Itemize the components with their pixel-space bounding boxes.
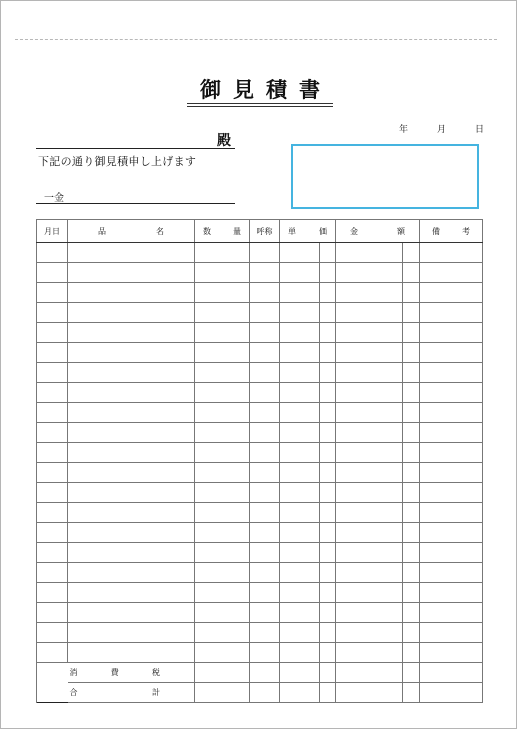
amount-cell[interactable] (336, 583, 403, 603)
remarks-cell[interactable] (420, 483, 483, 503)
total-amount-cell[interactable] (336, 683, 403, 703)
amount-cell[interactable] (336, 523, 403, 543)
amount-cell[interactable] (336, 263, 403, 283)
total-qty-cell[interactable] (195, 683, 250, 703)
amount-fraction-cell[interactable] (403, 403, 420, 423)
price-cell[interactable] (280, 563, 320, 583)
table-row (37, 263, 483, 283)
date-month-label: 月 (437, 125, 447, 135)
amount-cell[interactable] (336, 283, 403, 303)
price-fraction-cell[interactable] (320, 523, 336, 543)
price-fraction-cell[interactable] (320, 643, 336, 663)
amount-cell[interactable] (336, 443, 403, 463)
table-row (37, 423, 483, 443)
date-cell[interactable] (37, 423, 68, 443)
date-cell[interactable] (37, 243, 68, 263)
table-row (37, 403, 483, 423)
qty-cell[interactable] (195, 423, 250, 443)
remarks-cell[interactable] (420, 383, 483, 403)
amount-cell[interactable] (336, 483, 403, 503)
table-row (37, 543, 483, 563)
remarks-cell[interactable] (420, 643, 483, 663)
item-cell[interactable] (68, 443, 195, 463)
item-cell[interactable] (68, 363, 195, 383)
item-cell[interactable] (68, 523, 195, 543)
total-remarks-cell[interactable] (420, 683, 483, 703)
amount-cell[interactable] (336, 343, 403, 363)
table-row (37, 363, 483, 383)
item-cell[interactable] (68, 483, 195, 503)
amount-fraction-cell[interactable] (403, 383, 420, 403)
amount-cell[interactable] (336, 603, 403, 623)
qty-cell[interactable] (195, 283, 250, 303)
amount-cell[interactable] (336, 323, 403, 343)
item-cell[interactable] (68, 323, 195, 343)
price-cell[interactable] (280, 323, 320, 343)
price-cell[interactable] (280, 643, 320, 663)
item-cell[interactable] (68, 343, 195, 363)
table-row (37, 283, 483, 303)
table-row (37, 303, 483, 323)
price-fraction-cell[interactable] (320, 303, 336, 323)
date-cell[interactable] (37, 323, 68, 343)
amount-fraction-cell[interactable] (403, 343, 420, 363)
price-fraction-cell[interactable] (320, 423, 336, 443)
price-cell[interactable] (280, 503, 320, 523)
table-row (37, 623, 483, 643)
amount-fraction-cell[interactable] (403, 443, 420, 463)
unit-cell[interactable] (250, 523, 280, 543)
remarks-cell[interactable] (420, 303, 483, 323)
remarks-cell[interactable] (420, 523, 483, 543)
date-cell[interactable] (37, 383, 68, 403)
unit-cell[interactable] (250, 463, 280, 483)
price-cell[interactable] (280, 583, 320, 603)
qty-cell[interactable] (195, 503, 250, 523)
qty-cell[interactable] (195, 343, 250, 363)
price-fraction-cell[interactable] (320, 603, 336, 623)
table-row (37, 523, 483, 543)
item-cell[interactable] (68, 643, 195, 663)
amount-fraction-cell[interactable] (403, 643, 420, 663)
date-cell[interactable] (37, 623, 68, 643)
date-cell[interactable] (37, 343, 68, 363)
unit-cell[interactable] (250, 643, 280, 663)
remarks-cell[interactable] (420, 243, 483, 263)
amount-cell[interactable] (336, 563, 403, 583)
total-row (37, 683, 483, 703)
title-underline (187, 103, 333, 104)
tax-amount-cell[interactable] (336, 663, 403, 683)
price-fraction-cell[interactable] (320, 583, 336, 603)
header-remarks: 備 考 (420, 220, 483, 243)
unit-cell[interactable] (250, 583, 280, 603)
date-cell[interactable] (37, 503, 68, 523)
header-unit: 呼称 (250, 220, 280, 243)
price-fraction-cell[interactable] (320, 463, 336, 483)
date-cell[interactable] (37, 283, 68, 303)
price-fraction-cell[interactable] (320, 343, 336, 363)
date-cell[interactable] (37, 403, 68, 423)
item-cell[interactable] (68, 423, 195, 443)
unit-cell[interactable] (250, 323, 280, 343)
amount-cell[interactable] (336, 423, 403, 443)
item-cell[interactable] (68, 583, 195, 603)
unit-cell[interactable] (250, 243, 280, 263)
amount-fraction-cell[interactable] (403, 523, 420, 543)
amount-cell[interactable] (336, 643, 403, 663)
item-cell[interactable] (68, 403, 195, 423)
amount-fraction-cell[interactable] (403, 603, 420, 623)
amount-cell[interactable] (336, 403, 403, 423)
amount-fraction-cell[interactable] (403, 263, 420, 283)
qty-cell[interactable] (195, 643, 250, 663)
amount-fraction-cell[interactable] (403, 483, 420, 503)
qty-cell[interactable] (195, 403, 250, 423)
remarks-cell[interactable] (420, 343, 483, 363)
date-cell[interactable] (37, 263, 68, 283)
date-cell[interactable] (37, 303, 68, 323)
total-price-cell[interactable] (280, 683, 320, 703)
date-cell[interactable] (37, 643, 68, 663)
unit-cell[interactable] (250, 603, 280, 623)
table-row (37, 503, 483, 523)
date-cell[interactable] (37, 563, 68, 583)
item-cell[interactable] (68, 543, 195, 563)
date-cell[interactable] (37, 583, 68, 603)
qty-cell[interactable] (195, 303, 250, 323)
unit-cell[interactable] (250, 303, 280, 323)
price-cell[interactable] (280, 243, 320, 263)
unit-cell[interactable] (250, 263, 280, 283)
qty-cell[interactable] (195, 523, 250, 543)
table-row (37, 243, 483, 263)
table-row (37, 463, 483, 483)
item-cell[interactable] (68, 603, 195, 623)
item-cell[interactable] (68, 243, 195, 263)
price-fraction-cell[interactable] (320, 363, 336, 383)
price-cell[interactable] (280, 483, 320, 503)
form-title: 御見積書 (200, 78, 332, 102)
amount-line[interactable] (36, 203, 235, 204)
item-cell[interactable] (68, 383, 195, 403)
tax-row (37, 663, 483, 683)
item-cell[interactable] (68, 303, 195, 323)
amount-cell[interactable] (336, 623, 403, 643)
amount-fraction-cell[interactable] (403, 423, 420, 443)
price-cell[interactable] (280, 283, 320, 303)
qty-cell[interactable] (195, 483, 250, 503)
table-row (37, 443, 483, 463)
header-price: 単 価 (280, 220, 336, 243)
price-fraction-cell[interactable] (320, 403, 336, 423)
price-fraction-cell[interactable] (320, 383, 336, 403)
amount-fraction-cell[interactable] (403, 303, 420, 323)
unit-cell[interactable] (250, 483, 280, 503)
remarks-cell[interactable] (420, 423, 483, 443)
unit-cell[interactable] (250, 623, 280, 643)
price-fraction-cell[interactable] (320, 563, 336, 583)
remarks-cell[interactable] (420, 363, 483, 383)
price-fraction-cell[interactable] (320, 283, 336, 303)
price-cell[interactable] (280, 423, 320, 443)
table-row (37, 383, 483, 403)
recipient-honorific: 殿 (217, 133, 231, 149)
amount-fraction-cell[interactable] (403, 543, 420, 563)
qty-cell[interactable] (195, 323, 250, 343)
header-amount: 金 額 (336, 220, 420, 243)
remarks-cell[interactable] (420, 283, 483, 303)
tax-remarks-cell[interactable] (420, 663, 483, 683)
remarks-cell[interactable] (420, 543, 483, 563)
remarks-cell[interactable] (420, 563, 483, 583)
price-fraction-cell[interactable] (320, 323, 336, 343)
table-row (37, 343, 483, 363)
price-cell[interactable] (280, 463, 320, 483)
unit-cell[interactable] (250, 423, 280, 443)
qty-cell[interactable] (195, 623, 250, 643)
unit-cell[interactable] (250, 563, 280, 583)
qty-cell[interactable] (195, 243, 250, 263)
price-fraction-cell[interactable] (320, 263, 336, 283)
price-fraction-cell[interactable] (320, 443, 336, 463)
remarks-cell[interactable] (420, 623, 483, 643)
title-underline-2 (187, 106, 333, 107)
price-cell[interactable] (280, 263, 320, 283)
price-cell[interactable] (280, 623, 320, 643)
price-fraction-cell[interactable] (320, 503, 336, 523)
qty-cell[interactable] (195, 563, 250, 583)
unit-cell[interactable] (250, 383, 280, 403)
amount-cell[interactable] (336, 503, 403, 523)
item-cell[interactable] (68, 623, 195, 643)
amount-fraction-cell[interactable] (403, 323, 420, 343)
table-row (37, 323, 483, 343)
qty-cell[interactable] (195, 383, 250, 403)
qty-cell[interactable] (195, 463, 250, 483)
remarks-cell[interactable] (420, 323, 483, 343)
unit-cell[interactable] (250, 363, 280, 383)
tax-label: 消 費 税 (68, 663, 195, 683)
date-cell[interactable] (37, 523, 68, 543)
amount-fraction-cell[interactable] (403, 583, 420, 603)
qty-cell[interactable] (195, 363, 250, 383)
price-cell[interactable] (280, 443, 320, 463)
price-fraction-cell[interactable] (320, 543, 336, 563)
price-cell[interactable] (280, 543, 320, 563)
remarks-cell[interactable] (420, 503, 483, 523)
header-date: 月日 (37, 220, 68, 243)
perforation-line (15, 39, 497, 40)
qty-cell[interactable] (195, 263, 250, 283)
item-cell[interactable] (68, 283, 195, 303)
header-item: 品 名 (68, 220, 195, 243)
amount-cell[interactable] (336, 543, 403, 563)
price-cell[interactable] (280, 603, 320, 623)
price-cell[interactable] (280, 383, 320, 403)
table-header-row (37, 220, 483, 243)
qty-cell[interactable] (195, 443, 250, 463)
table-row (37, 563, 483, 583)
unit-cell[interactable] (250, 403, 280, 423)
date-cell[interactable] (37, 603, 68, 623)
price-cell[interactable] (280, 523, 320, 543)
amount-fraction-cell[interactable] (403, 503, 420, 523)
item-cell[interactable] (68, 563, 195, 583)
remarks-cell[interactable] (420, 443, 483, 463)
amount-fraction-cell[interactable] (403, 243, 420, 263)
qty-cell[interactable] (195, 543, 250, 563)
date-cell[interactable] (37, 483, 68, 503)
amount-fraction-cell[interactable] (403, 563, 420, 583)
unit-cell[interactable] (250, 343, 280, 363)
unit-cell[interactable] (250, 443, 280, 463)
price-cell[interactable] (280, 363, 320, 383)
intro-text: 下記の通り御見積申し上げます (38, 155, 197, 168)
price-cell[interactable] (280, 403, 320, 423)
header-qty: 数 量 (195, 220, 250, 243)
amount-cell[interactable] (336, 363, 403, 383)
item-cell[interactable] (68, 503, 195, 523)
estimate-table (36, 219, 483, 703)
unit-cell[interactable] (250, 543, 280, 563)
remarks-cell[interactable] (420, 583, 483, 603)
recipient-line[interactable] (36, 148, 235, 149)
qty-cell[interactable] (195, 603, 250, 623)
tax-unit-cell[interactable] (250, 663, 280, 683)
amount-fraction-cell[interactable] (403, 363, 420, 383)
item-cell[interactable] (68, 263, 195, 283)
price-cell[interactable] (280, 343, 320, 363)
unit-cell[interactable] (250, 503, 280, 523)
price-fraction-cell[interactable] (320, 483, 336, 503)
remarks-cell[interactable] (420, 603, 483, 623)
price-cell[interactable] (280, 303, 320, 323)
date-day-label: 日 (475, 125, 485, 135)
item-cell[interactable] (68, 463, 195, 483)
amount-cell[interactable] (336, 383, 403, 403)
price-fraction-cell[interactable] (320, 623, 336, 643)
amount-cell[interactable] (336, 463, 403, 483)
total-unit-cell[interactable] (250, 683, 280, 703)
table-row (37, 603, 483, 623)
unit-cell[interactable] (250, 283, 280, 303)
remarks-cell[interactable] (420, 263, 483, 283)
date-cell[interactable] (37, 463, 68, 483)
amount-cell[interactable] (336, 303, 403, 323)
remarks-cell[interactable] (420, 403, 483, 423)
price-fraction-cell[interactable] (320, 243, 336, 263)
table-row (37, 483, 483, 503)
remarks-cell[interactable] (420, 463, 483, 483)
total-label: 合 計 (68, 683, 195, 703)
table-row (37, 643, 483, 663)
table-row (37, 583, 483, 603)
tax-price-cell[interactable] (280, 663, 320, 683)
tax-qty-cell[interactable] (195, 663, 250, 683)
amount-fraction-cell[interactable] (403, 463, 420, 483)
date-cell[interactable] (37, 363, 68, 383)
amount-label: 一金 (44, 193, 64, 204)
issuer-box[interactable] (291, 144, 479, 209)
qty-cell[interactable] (195, 583, 250, 603)
amount-fraction-cell[interactable] (403, 283, 420, 303)
date-cell[interactable] (37, 543, 68, 563)
amount-fraction-cell[interactable] (403, 623, 420, 643)
amount-cell[interactable] (336, 243, 403, 263)
date-cell[interactable] (37, 443, 68, 463)
date-year-label: 年 (399, 125, 409, 135)
